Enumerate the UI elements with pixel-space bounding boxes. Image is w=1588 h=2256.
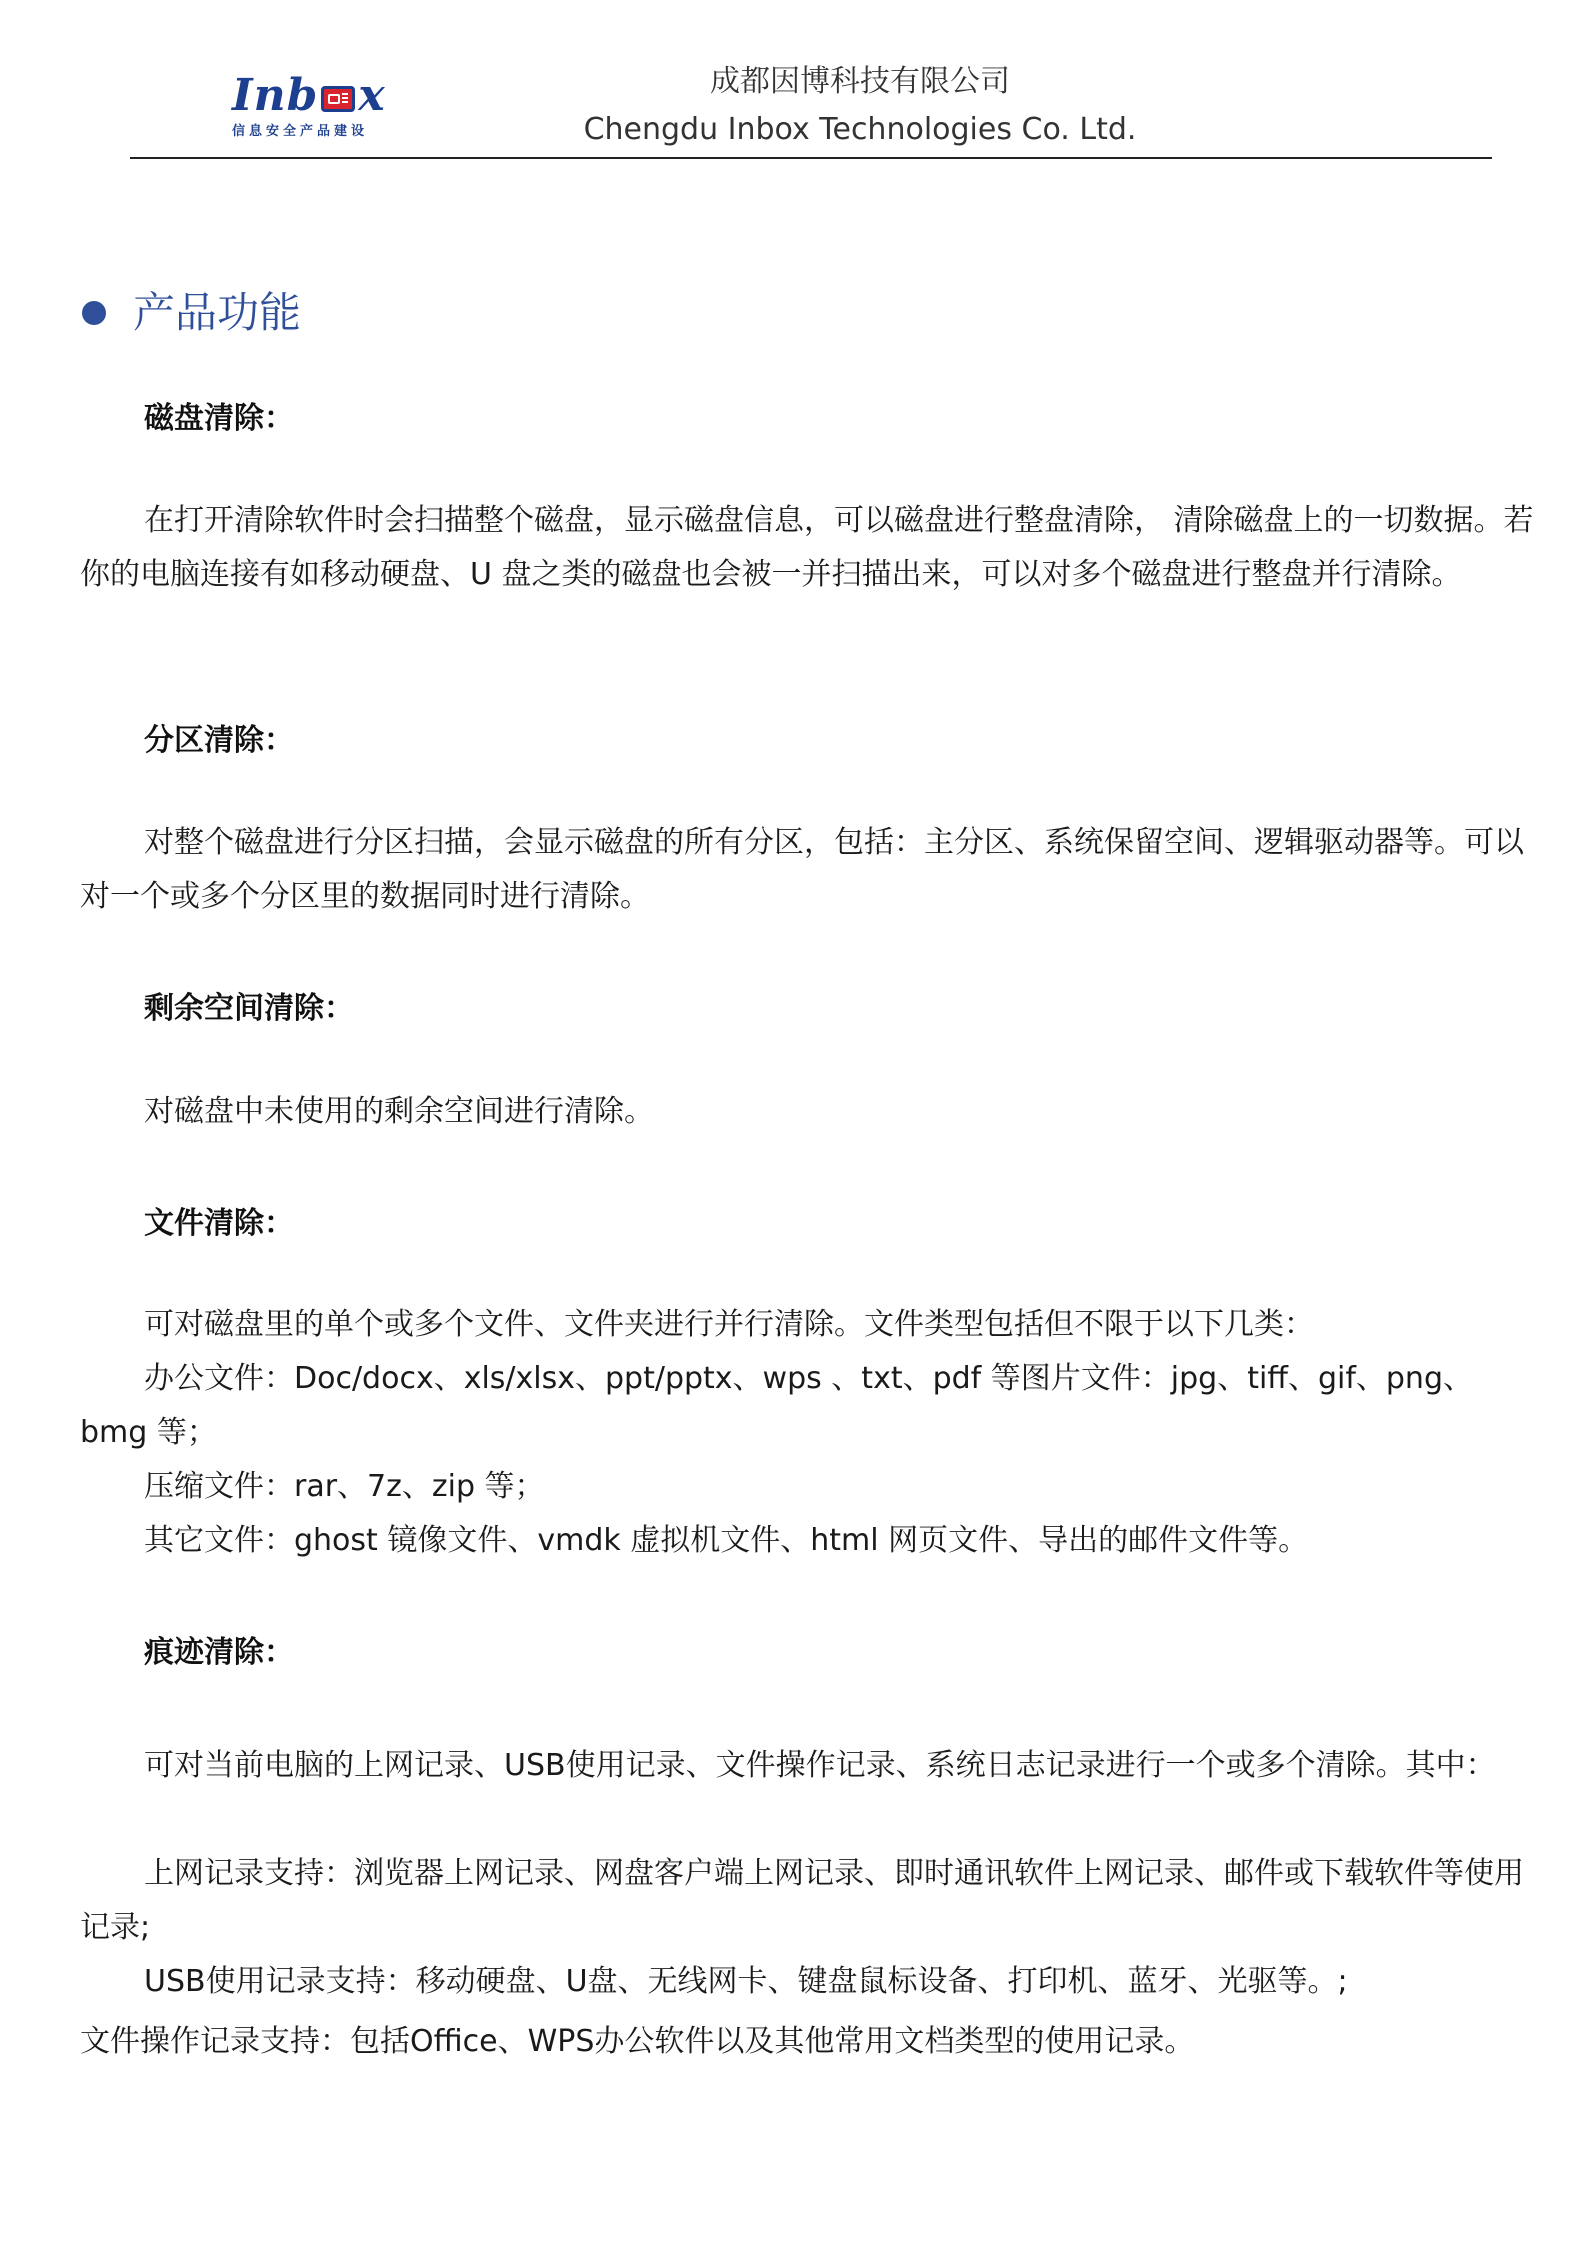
company-name-cn: 成都因博科技有限公司 xyxy=(710,64,1010,99)
feature-paragraph: USB使用记录支持：移动硬盘、U盘、无线网卡、键盘鼠标设备、打印机、蓝牙、光驱等。; xyxy=(144,1964,1348,1999)
safe-box-icon xyxy=(321,86,355,112)
feature-paragraph: 文件操作记录支持：包括Office、WPS办公软件以及其他常用文档类型的使用记录。 xyxy=(80,2024,1195,2059)
feature-paragraph: 其它文件：ghost 镜像文件、vmdk 虚拟机文件、html 网页文件、导出的邮件文件等。 xyxy=(144,1523,1309,1558)
inbox-logo xyxy=(232,72,402,142)
section-title: 产品功能 xyxy=(133,288,302,337)
feature-paragraph: 上网记录支持：浏览器上网记录、网盘客户端上网记录、即时通讯软件上网记录、邮件或下载软件等使用记录; xyxy=(80,1856,1524,1945)
feature-paragraph: 可对当前电脑的上网记录、USB使用记录、文件操作记录、系统日志记录进行一个或多个清除。其中： xyxy=(144,1748,1496,1783)
page-header xyxy=(0,0,1588,160)
feature-heading-trace: 痕迹清除： xyxy=(144,1635,294,1670)
feature-paragraph: 可对磁盘里的单个或多个文件、文件夹进行并行清除。文件类型包括但不限于以下几类： xyxy=(144,1307,1314,1342)
company-name-en: Chengdu Inbox Technologies Co. Ltd. xyxy=(583,112,1137,147)
header-divider xyxy=(130,157,1492,159)
feature-paragraph: 压缩文件：rar、7z、zip 等； xyxy=(144,1469,545,1504)
feature-paragraph: 办公文件：Doc/docx、xls/xlsx、ppt/pptx、wps 、txt、pdf 等图片文件：jpg、tiff、gif、png、bmg 等； xyxy=(80,1361,1473,1450)
logo-text-left: Inb xyxy=(232,70,319,121)
feature-paragraph: 对磁盘中未使用的剩余空间进行清除。 xyxy=(144,1094,654,1129)
logo-wordmark xyxy=(232,72,386,120)
feature-heading-file: 文件清除： xyxy=(144,1206,294,1241)
section-heading xyxy=(82,285,301,341)
logo-text-right: x xyxy=(358,70,386,121)
logo-tagline: 信息安全产品建设 xyxy=(232,124,369,139)
feature-heading-partition: 分区清除： xyxy=(144,723,294,758)
feature-heading-disk: 磁盘清除： xyxy=(144,401,294,436)
bullet-dot-icon xyxy=(82,301,106,325)
feature-heading-free-space: 剩余空间清除： xyxy=(144,991,354,1026)
feature-paragraph: 在打开清除软件时会扫描整个磁盘，显示磁盘信息，可以磁盘进行整盘清除， 清除磁盘上的一切数据。若你的电脑连接有如移动硬盘、U 盘之类的磁盘也会被一并扫描出来，可以对多个磁盘进行整盘并行清除。 xyxy=(80,503,1534,592)
feature-paragraph: 对整个磁盘进行分区扫描，会显示磁盘的所有分区，包括：主分区、系统保留空间、逻辑驱动器等。可以对一个或多个分区里的数据同时进行清除。 xyxy=(80,825,1524,914)
